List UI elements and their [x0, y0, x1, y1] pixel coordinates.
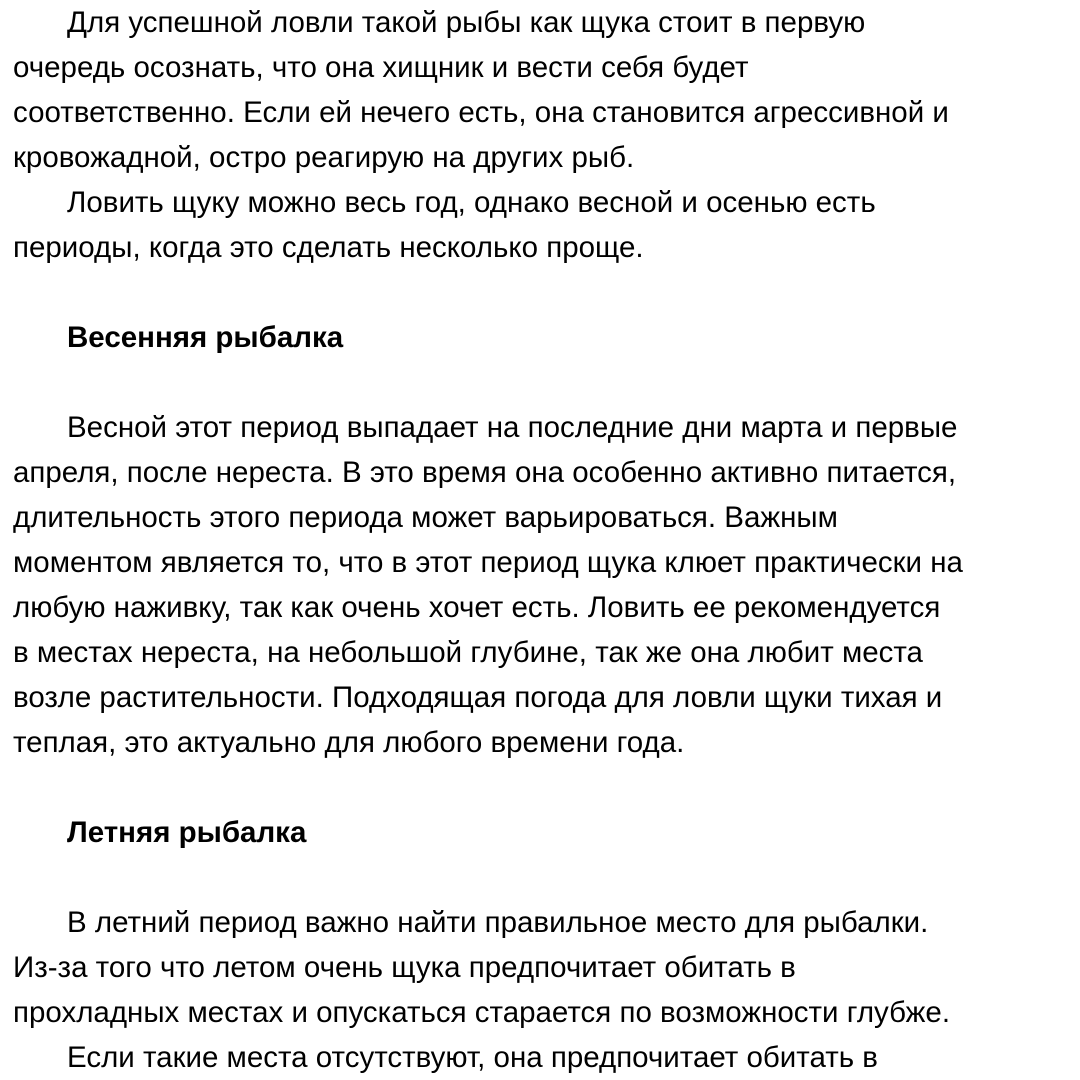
paragraph-line: прохладных местах и опускаться старается по возможности глубже. — [13, 996, 951, 1029]
paragraph-line: Ловить щуку можно весь год, однако весной и осенью есть — [67, 186, 876, 219]
spacer — [13, 765, 1075, 810]
paragraph-line: периоды, когда это сделать несколько проще. — [13, 231, 644, 264]
section-heading-spring: Весенняя рыбалка — [67, 321, 344, 354]
paragraph-line: В летний период важно найти правильное место для рыбалки. — [67, 906, 929, 939]
section-heading-summer: Летняя рыбалка — [67, 816, 307, 849]
intro-paragraph — [13, 0, 1075, 180]
paragraph-line: кровожадной, остро реагирую на других рыб. — [13, 141, 635, 174]
paragraph-line: Из-за того что летом очень щука предпочитает обитать в — [13, 951, 796, 984]
paragraph-line: соответственно. Если ей нечего есть, она становится агрессивной и — [13, 96, 949, 129]
spring-paragraph — [13, 405, 1075, 765]
paragraph-line: любую наживку, так как очень хочет есть. Ловить ее рекомендуется — [13, 591, 941, 624]
paragraph-line: длительность этого периода может варьироваться. Важным — [13, 501, 838, 534]
paragraph-line: Если такие места отсутствуют, она предпочитает обитать в — [67, 1041, 878, 1074]
paragraph-line: очередь осознать, что она хищник и вести себя будет — [13, 51, 749, 84]
paragraph-line: Весной этот период выпадает на последние дни марта и первые — [67, 411, 958, 444]
summer-paragraph-2 — [13, 1035, 1075, 1080]
paragraph-line: апреля, после нереста. В это время она особенно активно питается, — [13, 456, 957, 489]
spacer — [13, 360, 1075, 405]
intro2-paragraph — [13, 180, 1075, 270]
spacer — [13, 855, 1075, 900]
paragraph-line: теплая, это актуально для любого времени года. — [13, 726, 685, 759]
paragraph-line: в местах нереста, на небольшой глубине, так же она любит места — [13, 636, 923, 669]
paragraph-line: моментом является то, что в этот период щука клюет практически на — [13, 546, 963, 579]
summer-paragraph — [13, 900, 1075, 1035]
paragraph-line: возле растительности. Подходящая погода для ловли щуки тихая и — [13, 681, 943, 714]
paragraph-line: Для успешной ловли такой рыбы как щука стоит в первую — [67, 6, 866, 39]
spacer — [13, 270, 1075, 315]
document-page — [13, 0, 1075, 1080]
